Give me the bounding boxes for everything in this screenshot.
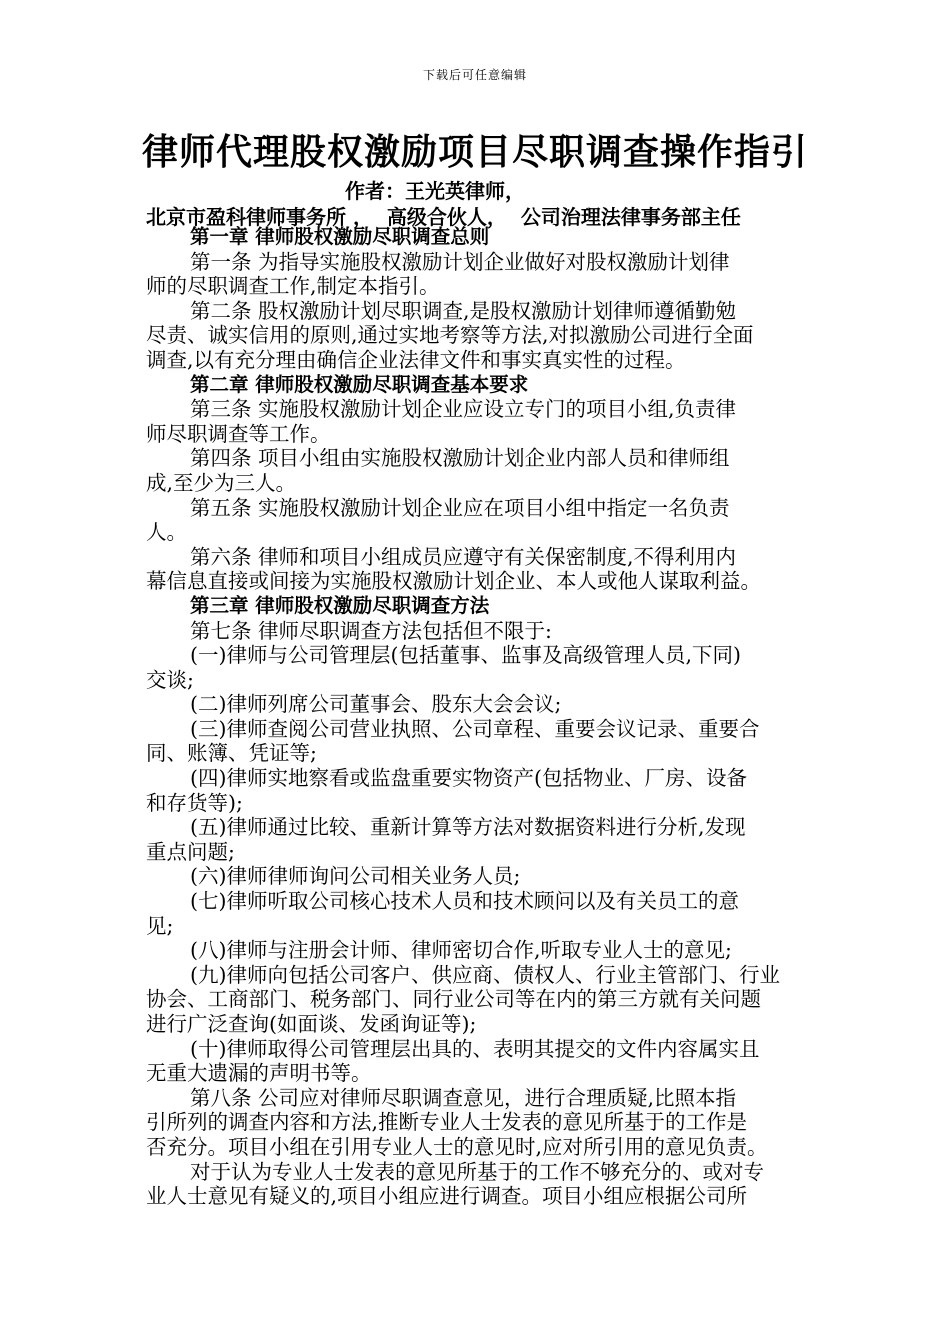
body-text-line: 否充分。项目小组在引用专业人士的意见时,应对所引用的意见负责。 (146, 1134, 768, 1159)
body-text-line: (三)律师查阅公司营业执照、公司章程、重要会议记录、重要合 (190, 716, 760, 741)
body-text-line: 第六条 律师和项目小组成员应遵守有关保密制度,不得利用内 (190, 544, 737, 569)
body-text-line: 成,至少为三人。 (146, 470, 297, 495)
body-text-line: 引所列的调查内容和方法,推断专业人士发表的意见所基于的工作是 (146, 1110, 748, 1135)
document-title: 律师代理股权激励项目尽职调查操作指引 (141, 132, 808, 173)
chapter-heading: 第一章 律师股权激励尽职调查总则 (190, 225, 490, 248)
body-text-line: 师尽职调查等工作。 (146, 421, 331, 446)
body-text-line: 尽责、诚实信用的原则,通过实地考察等方法,对拟激励公司进行全面 (146, 323, 754, 348)
body-text-line: 调查,以有充分理由确信企业法律文件和事实真实性的过程。 (146, 347, 686, 372)
body-text-line: 第三条 实施股权激励计划企业应设立专门的项目小组,负责律 (190, 397, 737, 422)
body-text-line: 和存货等); (146, 790, 243, 815)
affiliation-line: 北京市盈科律师事务所 ， 高级合伙人， 公司治理法律事务部主任 (146, 205, 741, 229)
body-text-line: 幕信息直接或间接为实施股权激励计划企业、本人或他人谋取利益。 (146, 569, 761, 594)
body-text-line: (六)律师律师询问公司相关业务人员; (190, 864, 521, 889)
body-text-line: 业人士意见有疑义的,项目小组应进行调查。项目小组应根据公司所 (146, 1184, 748, 1209)
body-text-line: 第五条 实施股权激励计划企业应在项目小组中指定一名负责 (190, 495, 730, 520)
body-text-line: (二)律师列席公司董事会、股东大会会议; (190, 692, 562, 717)
body-text-line: (九)律师向包括公司客户、供应商、债权人、行业主管部门、行业 (190, 962, 780, 987)
body-text-line: 第八条 公司应对律师尽职调查意见，进行合理质疑,比照本指 (190, 1085, 737, 1110)
chapter-heading: 第二章 律师股权激励尽职调查基本要求 (190, 372, 529, 396)
body-text-line: (四)律师实地察看或监盘重要实物资产(包括物业、厂房、设备 (190, 766, 747, 791)
body-text-line: (一)律师与公司管理层(包括董事、监事及高级管理人员,下同) (190, 643, 742, 668)
body-text-line: 人。 (146, 520, 187, 545)
body-text-line: (八)律师与注册会计师、律师密切合作,听取专业人士的意见; (190, 938, 732, 963)
body-text-line: 第一条 为指导实施股权激励计划企业做好对股权激励计划律 (190, 249, 730, 274)
body-text-line: 同、账簿、凭证等; (146, 741, 317, 766)
body-text-line: (十)律师取得公司管理层出具的、表明其提交的文件内容属实且 (190, 1036, 760, 1061)
body-text-line: 第四条 项目小组由实施股权激励计划企业内部人员和律师组 (190, 446, 730, 471)
body-text-line: 交谈; (146, 667, 194, 692)
chapter-heading: 第三章 律师股权激励尽职调查方法 (190, 593, 490, 617)
body-text-line: (七)律师听取公司核心技术人员和技术顾问以及有关员工的意 (190, 889, 739, 914)
body-text-line: 重点问题; (146, 839, 235, 864)
document-body (146, 225, 810, 1209)
body-text-line: (五)律师通过比较、重新计算等方法对数据资料进行分析,发现 (190, 815, 746, 840)
header-note: 下载后可任意编辑 (422, 68, 527, 82)
body-text-line: 第七条 律师尽职调查方法包括但不限于: (190, 618, 552, 643)
body-text-line: 第二条 股权激励计划尽职调查,是股权激励计划律师遵循勤勉 (190, 298, 737, 323)
author-line: 作者：王光英律师， (345, 179, 525, 203)
body-text-line: 无重大遗漏的声明书等。 (146, 1061, 372, 1086)
body-text-line: 协会、工商部门、税务部门、同行业公司等在内的第三方就有关问题 (146, 987, 761, 1012)
body-text-line: 师的尽职调查工作,制定本指引。 (146, 274, 440, 299)
body-text-line: 进行广泛查询(如面谈、发函询证等); (146, 1012, 477, 1036)
body-text-line: 见; (146, 913, 174, 938)
body-text-line: 对于认为专业人士发表的意见所基于的工作不够充分的、或对专 (190, 1159, 764, 1184)
